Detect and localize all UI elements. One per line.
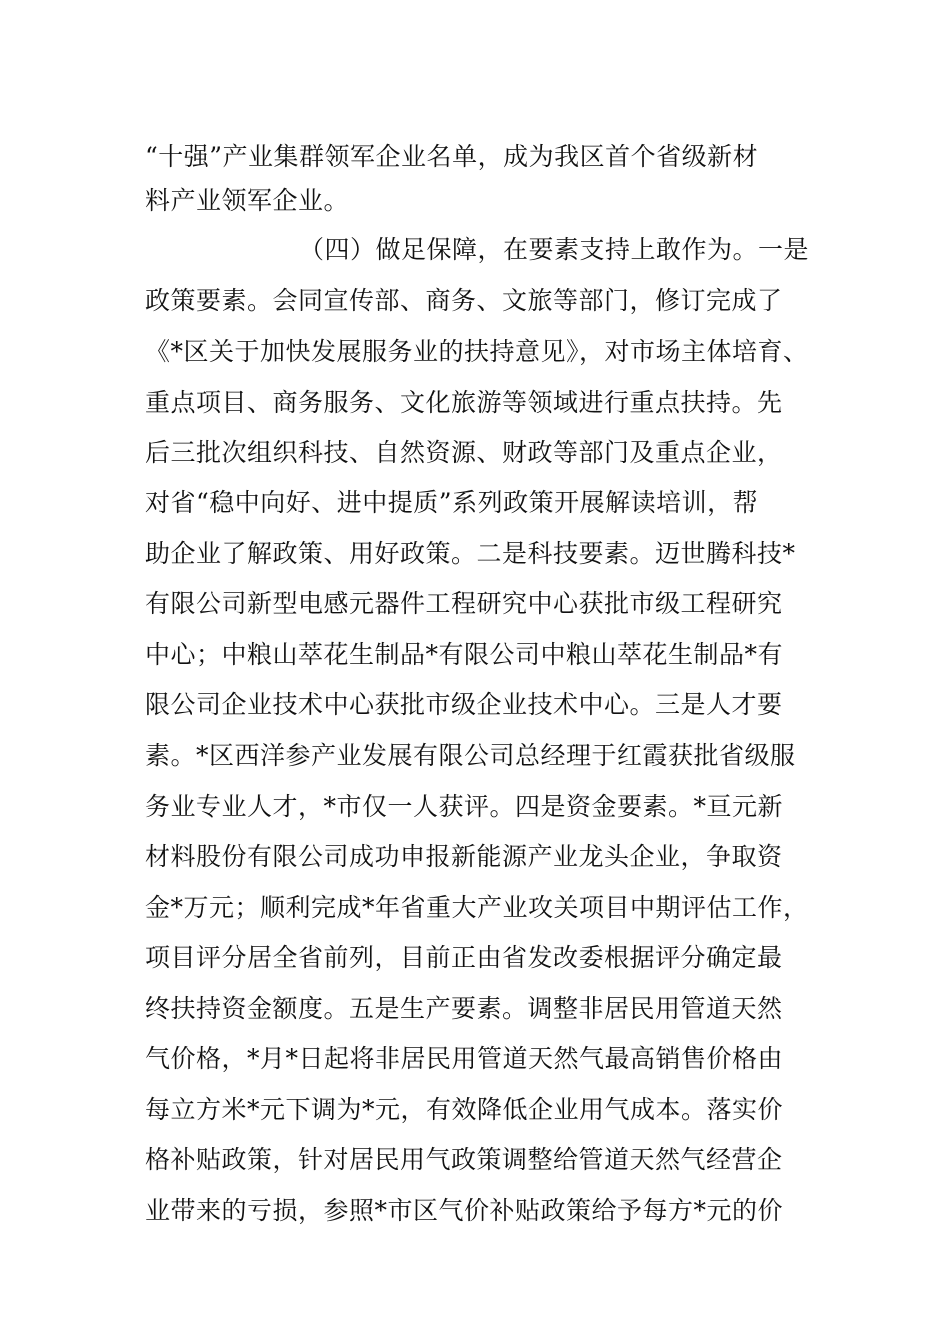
text-line: 《*区关于加快发展服务业的扶持意见》，对市场主体培育、 (145, 337, 809, 366)
text-line: 重点项目、商务服务、文化旅游等领域进行重点扶持。先 (145, 388, 783, 417)
text-line: 格补贴政策，针对居民用气政策调整给管道天然气经营企 (145, 1145, 783, 1174)
text-line: 务业专业人才，*市仅一人获评。四是资金要素。*亘元新 (145, 792, 784, 821)
text-line: 对省“稳中向好、进中提质”系列政策开展解读培训，帮 (145, 488, 759, 517)
text-line: 终扶持资金额度。五是生产要素。调整非居民用管道天然 (145, 994, 783, 1023)
text-line: 每立方米*元下调为*元，有效降低企业用气成本。落实价 (145, 1095, 784, 1124)
text-line: 助企业了解政策、用好政策。二是科技要素。迈世腾科技* (145, 539, 796, 568)
text-line: 项目评分居全省前列，目前正由省发改委根据评分确定最 (145, 943, 783, 972)
text-line: 金*万元；顺利完成*年省重大产业攻关项目中期评估工作， (145, 893, 809, 922)
text-line: 政策要素。会同宣传部、商务、文旅等部门，修订完成了 (145, 286, 783, 315)
text-line: 气价格，*月*日起将非居民用管道天然气最高销售价格由 (145, 1044, 784, 1073)
text-line: 中心；中粮山萃花生制品*有限公司中粮山萃花生制品*有 (145, 640, 784, 669)
text-line: 素。*区西洋参产业发展有限公司总经理于红霞获批省级服 (145, 741, 796, 770)
text-line: 材料股份有限公司成功申报新能源产业龙头企业，争取资 (145, 842, 783, 871)
text-line: “十强”产业集群领军企业名单，成为我区首个省级新材 (145, 142, 759, 171)
text-line: 限公司企业技术中心获批市级企业技术中心。三是人才要 (145, 690, 783, 719)
text-line: 业带来的亏损，参照*市区气价补贴政策给予每方*元的价 (145, 1196, 784, 1225)
text-line: 料产业领军企业。 (145, 186, 350, 215)
section-heading-line: （四）做足保障，在要素支持上敢作为。一是 (299, 235, 810, 264)
text-line: 后三批次组织科技、自然资源、财政等部门及重点企业， (145, 438, 783, 467)
text-line: 有限公司新型电感元器件工程研究中心获批市级工程研究 (145, 589, 783, 618)
